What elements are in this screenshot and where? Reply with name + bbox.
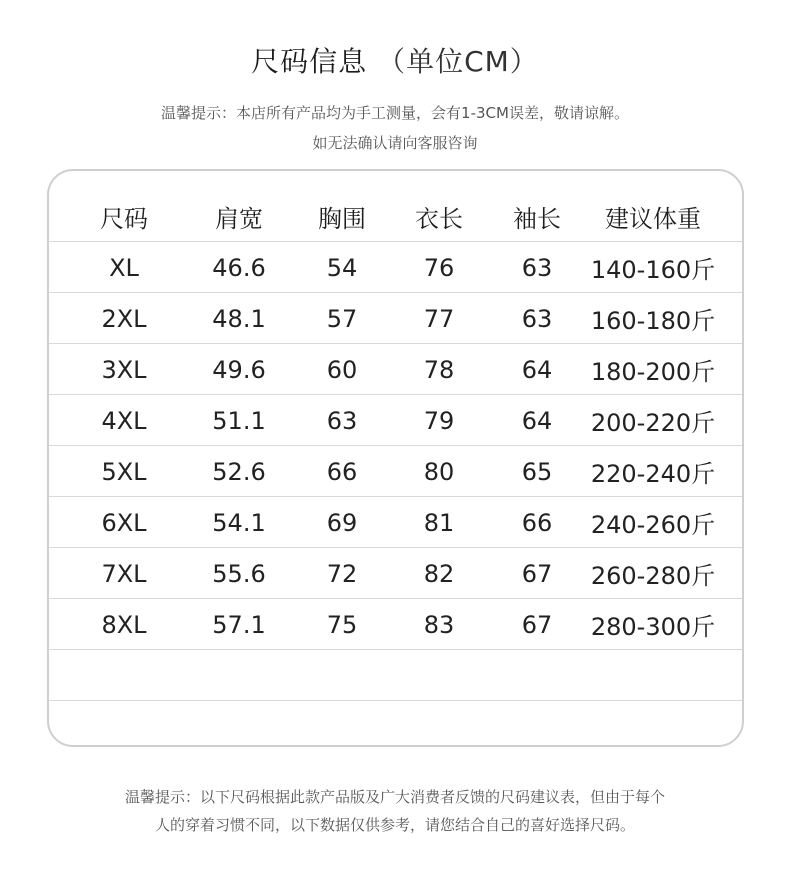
bottom-notice-line-2: 人的穿着习惯不同，以下数据仅供参考，请您结合自己的喜好选择尺码。 <box>154 816 635 834</box>
cell-shoulder: 57.1 <box>212 610 266 639</box>
cell-shoulder: 48.1 <box>212 304 266 333</box>
table-row-empty <box>49 650 742 701</box>
top-notice-line-2: 如无法确认请向客服咨询 <box>312 134 478 152</box>
cell-weight: 180-200斤 <box>590 358 716 386</box>
cell-weight: 260-280斤 <box>590 562 716 590</box>
cell-weight: 160-180斤 <box>590 307 716 335</box>
cell-chest: 54 <box>326 253 358 282</box>
cell-length: 78 <box>423 355 455 384</box>
header-chest: 胸围 <box>318 205 366 233</box>
cell-chest: 66 <box>326 457 358 486</box>
cell-sleeve: 67 <box>521 610 553 639</box>
cell-sleeve: 67 <box>521 559 553 588</box>
table-header-row <box>49 191 742 242</box>
header-sleeve: 袖长 <box>513 205 561 233</box>
cell-length: 79 <box>423 406 455 435</box>
cell-length: 80 <box>423 457 455 486</box>
cell-chest: 57 <box>326 304 358 333</box>
cell-size: XL <box>109 253 139 282</box>
title-main: 尺码信息 <box>251 45 368 78</box>
cell-chest: 75 <box>326 610 358 639</box>
cell-length: 83 <box>423 610 455 639</box>
bottom-notice-line-1: 温馨提示：以下尺码根据此款产品版及广大消费者反馈的尺码建议表，但由于每个 <box>124 788 665 806</box>
header-length: 衣长 <box>415 205 463 233</box>
table-row <box>49 497 742 548</box>
cell-shoulder: 46.6 <box>212 253 266 282</box>
cell-chest: 69 <box>326 508 358 537</box>
cell-chest: 60 <box>326 355 358 384</box>
cell-weight: 140-160斤 <box>590 256 716 284</box>
cell-sleeve: 64 <box>521 406 553 435</box>
cell-sleeve: 65 <box>521 457 553 486</box>
cell-shoulder: 51.1 <box>212 406 266 435</box>
cell-weight: 220-240斤 <box>590 460 716 488</box>
table-row <box>49 599 742 650</box>
top-notice-line-1: 温馨提示：本店所有产品均为手工测量，会有1-3CM误差，敬请谅解。 <box>161 104 629 122</box>
cell-size: 4XL <box>101 406 147 435</box>
cell-length: 82 <box>423 559 455 588</box>
table-row <box>49 446 742 497</box>
cell-size: 6XL <box>101 508 147 537</box>
page-title <box>0 40 790 80</box>
table-row <box>49 242 742 293</box>
cell-shoulder: 52.6 <box>212 457 266 486</box>
cell-size: 7XL <box>101 559 147 588</box>
cell-sleeve: 64 <box>521 355 553 384</box>
cell-chest: 72 <box>326 559 358 588</box>
cell-weight: 200-220斤 <box>590 409 716 437</box>
cell-size: 3XL <box>101 355 147 384</box>
cell-sleeve: 63 <box>521 253 553 282</box>
title-unit: （单位CM） <box>377 45 539 78</box>
cell-shoulder: 55.6 <box>212 559 266 588</box>
cell-shoulder: 49.6 <box>212 355 266 384</box>
cell-size: 8XL <box>101 610 147 639</box>
cell-length: 77 <box>423 304 455 333</box>
cell-size: 2XL <box>101 304 147 333</box>
cell-size: 5XL <box>101 457 147 486</box>
header-shoulder: 肩宽 <box>215 205 263 233</box>
table-row <box>49 395 742 446</box>
table-row <box>49 548 742 599</box>
cell-weight: 240-260斤 <box>590 511 716 539</box>
bottom-notice <box>0 783 790 839</box>
cell-weight: 280-300斤 <box>590 613 716 641</box>
top-notice <box>0 98 790 158</box>
cell-length: 76 <box>423 253 455 282</box>
cell-shoulder: 54.1 <box>212 508 266 537</box>
cell-length: 81 <box>423 508 455 537</box>
cell-chest: 63 <box>326 406 358 435</box>
cell-sleeve: 63 <box>521 304 553 333</box>
cell-sleeve: 66 <box>521 508 553 537</box>
header-weight: 建议体重 <box>605 205 701 233</box>
header-size: 尺码 <box>100 205 148 233</box>
table-row-empty <box>49 701 742 747</box>
table-row <box>49 344 742 395</box>
table-row <box>49 293 742 344</box>
size-table <box>47 169 744 747</box>
